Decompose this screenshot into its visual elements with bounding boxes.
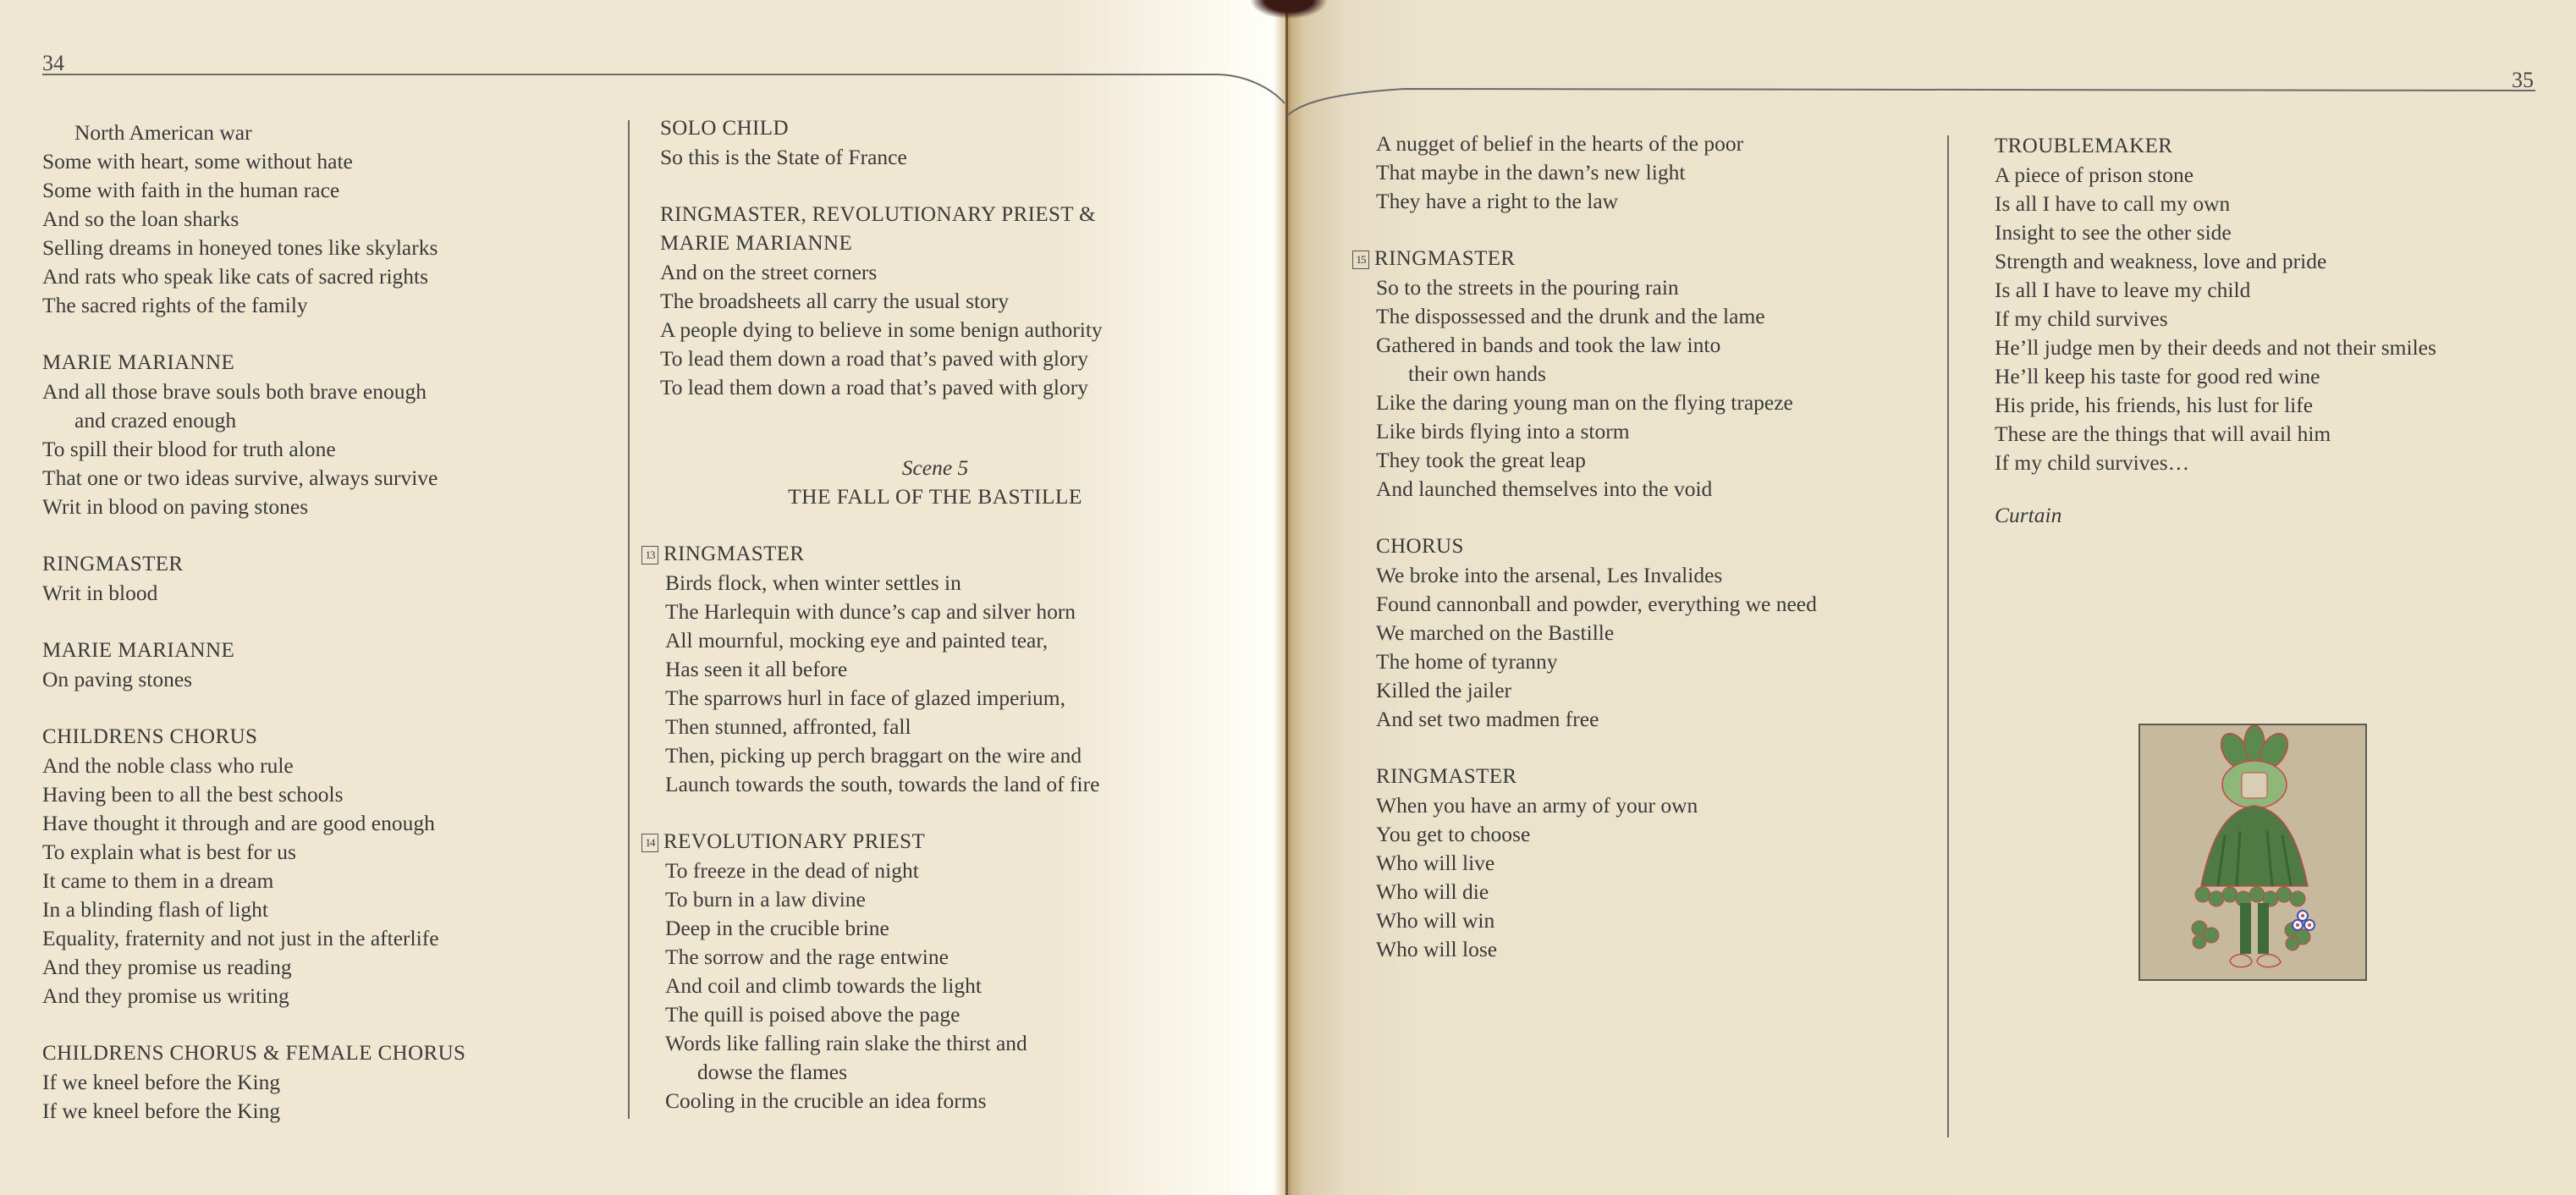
lyric-block (1376, 532, 1817, 734)
lyric-line: Then, picking up perch braggart on the wire and (665, 743, 1082, 768)
lyric-line: He’ll keep his taste for good red wine (1995, 364, 2320, 388)
lyric-line: To spill their blood for truth alone (42, 437, 336, 461)
speaker-name (645, 540, 1099, 569)
lyric-line: Writ in blood on paving stones (42, 494, 309, 519)
scene-label: Scene 5 (901, 455, 969, 480)
lyric-line: On paving stones (42, 667, 193, 691)
lyric-line: If my child survives… (1995, 450, 2190, 475)
lyric-line: So to the streets in the pouring rain (1376, 275, 1679, 300)
lyric-line: A piece of prison stone (1995, 162, 2194, 187)
speaker-label: REVOLUTIONARY PRIEST (663, 830, 926, 853)
lyric-line: Strength and weakness, love and pride (1995, 249, 2327, 273)
lyric-line: To freeze in the dead of night (665, 858, 919, 883)
lyric-line: Birds flock, when winter settles in (665, 570, 961, 595)
lyric-line: To explain what is best for us (42, 840, 296, 864)
speaker-label-continued: MARIE MARIANNE (660, 232, 853, 255)
speaker-name (1356, 245, 1817, 273)
lyric-line: Cooling in the crucible an idea forms (665, 1088, 987, 1113)
book-gutter (1285, 0, 1288, 1195)
lyric-line: The sorrow and the rage entwine (665, 944, 949, 969)
lyric-line: Some with heart, some without hate (42, 149, 353, 173)
speaker-name (660, 201, 1103, 229)
lyric-line: Selling dreams in honeyed tones like skylarks (42, 235, 438, 260)
lyric-line: And on the street corners (660, 260, 878, 284)
left-page-column-2-bottom (645, 540, 1100, 1144)
lyric-line: These are the things that will avail him (1995, 421, 2331, 446)
lyric-line: Insight to see the other side (1995, 220, 2232, 245)
lyric-line: When you have an army of your own (1376, 793, 1698, 818)
lyric-line: The dispossessed and the drunk and the lame (1376, 304, 1765, 328)
speaker-name (42, 349, 465, 377)
lyric-line: The home of tyranny (1376, 649, 1558, 674)
right-page-column-2 (1995, 132, 2436, 506)
lyric-line: and crazed enough (74, 408, 237, 432)
lyric-line: Then stunned, affronted, fall (665, 714, 911, 739)
lyric-line: And coil and climb towards the light (665, 973, 982, 998)
lyric-line: If we kneel before the King (42, 1099, 281, 1123)
lyric-line: Equality, fraternity and not just in the afterlife (42, 926, 439, 950)
column-divider-left-page (628, 120, 630, 1119)
speaker-label: CHORUS (1376, 535, 1464, 558)
lyric-line: They took the great leap (1376, 448, 1586, 472)
lyric-line: And launched themselves into the void (1376, 476, 1713, 501)
lyric-line: Who will live (1376, 851, 1495, 875)
speaker-name (645, 828, 1099, 856)
lyric-block (42, 349, 465, 521)
lyric-block (1356, 245, 1817, 504)
lyric-line: Is all I have to call my own (1995, 191, 2231, 216)
lyric-block (42, 118, 465, 320)
costume-figure-icon (2140, 725, 2365, 979)
lyric-line: We broke into the arsenal, Les Invalides (1376, 563, 1723, 587)
lyric-block (645, 540, 1100, 799)
speaker-name (1995, 132, 2436, 161)
speaker-name (1376, 532, 1817, 561)
speaker-label: RINGMASTER, REVOLUTIONARY PRIEST & (660, 203, 1097, 226)
lyric-line: Words like falling rain slake the thirst and (665, 1031, 1027, 1055)
lyric-line: The sacred rights of the family (42, 293, 308, 317)
scene-title: THE FALL OF THE BASTILLE (788, 484, 1082, 509)
lyric-line: Having been to all the best schools (42, 782, 344, 807)
lyric-line: That maybe in the dawn’s new light (1376, 160, 1686, 184)
right-page-column-1 (1356, 129, 1817, 993)
lyric-line: Have thought it through and are good enough (42, 811, 435, 835)
lyric-block (660, 114, 1103, 172)
lyric-line: Who will lose (1376, 937, 1498, 961)
speaker-label: TROUBLEMAKER (1995, 135, 2173, 157)
lyric-line: If we kneel before the King (42, 1070, 281, 1094)
lyric-line: dowse the flames (697, 1060, 848, 1084)
speaker-name (1376, 763, 1817, 791)
lyric-line: That one or two ideas survive, always survive (42, 465, 438, 490)
scene-heading (660, 454, 1210, 511)
lyric-block (42, 550, 465, 608)
lyric-block (645, 828, 1099, 1115)
speaker-label: MARIE MARIANNE (42, 351, 235, 374)
lyric-line: North American war (74, 120, 252, 145)
lyric-line: Writ in blood (42, 581, 158, 605)
lyric-line: So this is the State of France (660, 145, 907, 169)
column-divider-right-page (1947, 135, 1949, 1137)
speaker-label: CHILDRENS CHORUS (42, 725, 258, 748)
lyric-line: Who will win (1376, 908, 1495, 933)
lyric-line: Found cannonball and powder, everything we need (1376, 592, 1817, 616)
lyric-line: Deep in the crucible brine (665, 916, 889, 940)
lyric-line: Is all I have to leave my child (1995, 278, 2251, 302)
lyric-line: Killed the jailer (1376, 678, 1512, 702)
speaker-name (42, 1039, 465, 1068)
speaker-label: RINGMASTER (663, 542, 805, 565)
lyric-block (42, 1039, 465, 1126)
track-number-icon: 13 (641, 546, 658, 564)
lyric-line: A people dying to believe in some benign authority (660, 317, 1103, 342)
lyric-block (42, 636, 465, 694)
lyric-line: It came to them in a dream (42, 868, 274, 893)
lyric-line: If my child survives (1995, 306, 2168, 331)
lyric-line: And so the loan sharks (42, 207, 239, 231)
lyric-line: Like the daring young man on the flying trapeze (1376, 390, 1793, 415)
speaker-name (660, 114, 1103, 143)
lyric-line: We marched on the Bastille (1376, 620, 1615, 645)
lyric-line: The broadsheets all carry the usual story (660, 289, 1010, 313)
lyric-block (660, 201, 1103, 402)
track-number-icon: 15 (1352, 251, 1369, 269)
lyric-line: You get to choose (1376, 822, 1531, 846)
lyric-line: And they promise us reading (42, 955, 292, 979)
left-page-column-1 (42, 118, 465, 1154)
page-number-right: 35 (2512, 68, 2534, 92)
speaker-label: MARIE MARIANNE (42, 639, 235, 662)
lyric-line: The quill is poised above the page (665, 1002, 960, 1027)
lyric-line: Like birds flying into a storm (1376, 419, 1630, 443)
lyric-block (42, 723, 465, 1011)
speaker-name (42, 723, 465, 752)
lyric-line: Launch towards the south, towards the land of fire (665, 772, 1100, 796)
lyric-line: He’ll judge men by their deeds and not their smiles (1995, 335, 2436, 360)
lyric-line: And set two madmen free (1376, 707, 1599, 731)
lyric-line: To lead them down a road that’s paved with glory (660, 375, 1088, 399)
speaker-name (42, 636, 465, 665)
speaker-label: RINGMASTER (1374, 247, 1516, 270)
stage-direction: Curtain (1995, 503, 2062, 527)
lyric-line: In a blinding flash of light (42, 897, 269, 922)
speaker-name (42, 550, 465, 579)
lyric-line: And the noble class who rule (42, 753, 294, 778)
lyric-line: They have a right to the law (1376, 189, 1619, 213)
lyric-line: Some with faith in the human race (42, 178, 340, 202)
lyric-line: their own hands (1408, 361, 1546, 386)
lyric-block (1376, 763, 1817, 964)
speaker-label: RINGMASTER (42, 553, 184, 575)
lyric-line: And rats who speak like cats of sacred rights (42, 264, 429, 289)
left-page-column-2-top (660, 114, 1103, 431)
lyric-line: All mournful, mocking eye and painted tear, (665, 628, 1049, 653)
page-number-left: 34 (42, 51, 64, 75)
lyric-line: Who will die (1376, 879, 1489, 904)
speaker-label: RINGMASTER (1376, 765, 1517, 788)
lyric-line: And all those brave souls both brave enough (42, 379, 427, 404)
lyric-line: Has seen it all before (665, 657, 848, 681)
lyric-line: To burn in a law divine (665, 887, 866, 911)
lyric-block (1376, 129, 1817, 216)
book-spine-top (1251, 0, 1327, 19)
lyric-line: The Harlequin with dunce’s cap and silver horn (665, 599, 1076, 624)
lyric-line: Gathered in bands and took the law into (1376, 333, 1721, 357)
speaker-label: CHILDRENS CHORUS & FEMALE CHORUS (42, 1042, 466, 1065)
speaker-label: SOLO CHILD (660, 117, 789, 140)
costume-illustration (2138, 724, 2367, 981)
lyric-line: To lead them down a road that’s paved with glory (660, 346, 1088, 371)
lyric-line: His pride, his friends, his lust for life (1995, 393, 2314, 417)
track-number-icon: 14 (641, 834, 658, 852)
lyric-line: And they promise us writing (42, 983, 289, 1008)
lyric-block (1995, 132, 2436, 477)
lyric-line: A nugget of belief in the hearts of the poor (1376, 131, 1744, 156)
lyric-line: The sparrows hurl in face of glazed imperium, (665, 686, 1065, 710)
